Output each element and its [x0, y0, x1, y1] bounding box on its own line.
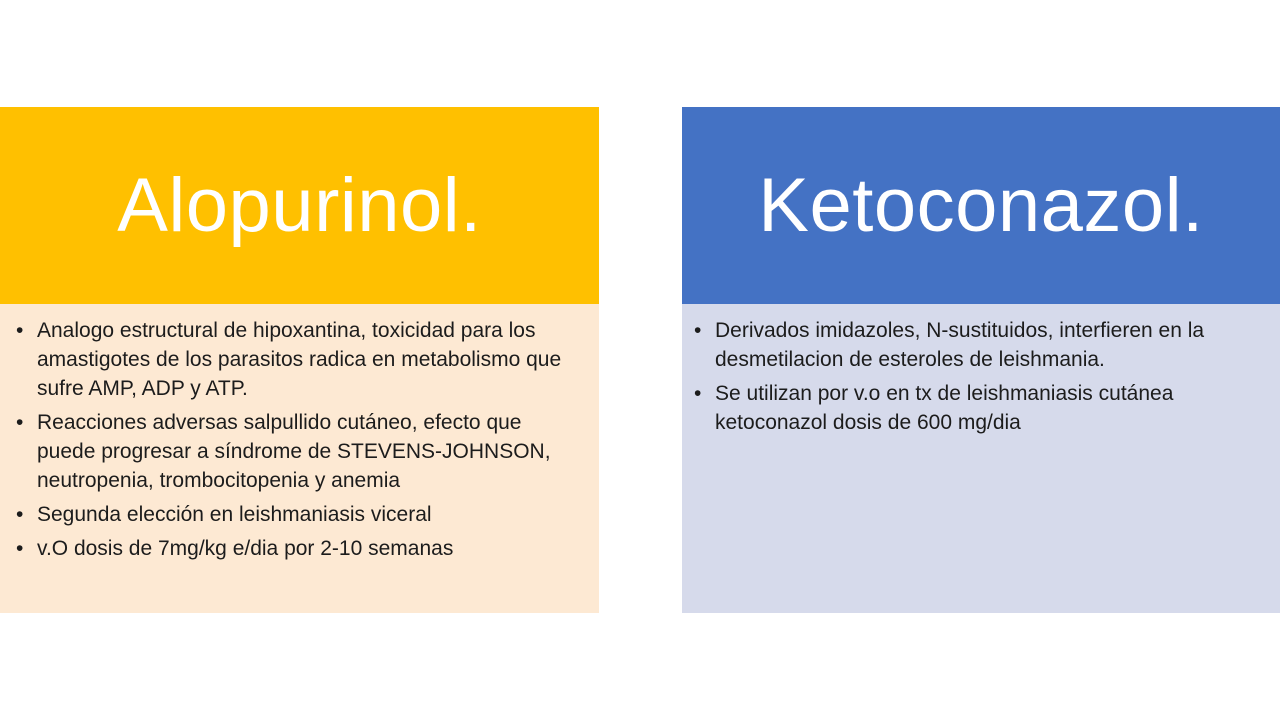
- card-header-ketoconazol: [682, 107, 1280, 304]
- bullet-text: Derivados imidazoles, N-sustituidos, interfieren en la desmetilacion de esteroles de leishmania.: [715, 319, 1205, 371]
- bullet-text: Se utilizan por v.o en tx de leishmaniasis cutánea ketoconazol dosis de 600 mg/dia: [715, 382, 1174, 434]
- card-body-alopurinol: [0, 304, 599, 613]
- bullet-text: v.O dosis de 7mg/kg e/dia por 2-10 semanas: [37, 537, 454, 560]
- list-item: [694, 316, 1262, 374]
- bullet-text: Analogo estructural de hipoxantina, toxicidad para los amastigotes de los parasitos radica en metabolismo que sufre AMP, ADP y ATP.: [37, 319, 562, 400]
- bullet-icon: •: [16, 411, 24, 434]
- bullet-icon: •: [694, 382, 702, 405]
- bullet-icon: •: [16, 537, 24, 560]
- bullet-icon: •: [694, 319, 702, 342]
- bullet-text: Segunda elección en leishmaniasis viceral: [37, 503, 432, 526]
- list-item: [16, 316, 581, 403]
- list-item: [16, 500, 581, 529]
- list-item: [16, 408, 581, 495]
- bullet-list-alopurinol: [16, 316, 581, 563]
- card-title-alopurinol: Alopurinol.: [117, 163, 482, 248]
- list-item: [694, 379, 1262, 437]
- bullet-icon: •: [16, 503, 24, 526]
- bullet-text: Reacciones adversas salpullido cutáneo, efecto que puede progresar a síndrome de STEVENS-JOHNSON, neutropenia, trombocitopenia y anemia: [37, 411, 551, 492]
- card-alopurinol: [0, 107, 599, 613]
- bullet-list-ketoconazol: [694, 316, 1262, 437]
- card-body-ketoconazol: [682, 304, 1280, 613]
- bullet-icon: •: [16, 319, 24, 342]
- list-item: [16, 534, 581, 563]
- card-header-alopurinol: [0, 107, 599, 304]
- card-ketoconazol: [682, 107, 1280, 613]
- card-title-ketoconazol: Ketoconazol.: [758, 163, 1204, 248]
